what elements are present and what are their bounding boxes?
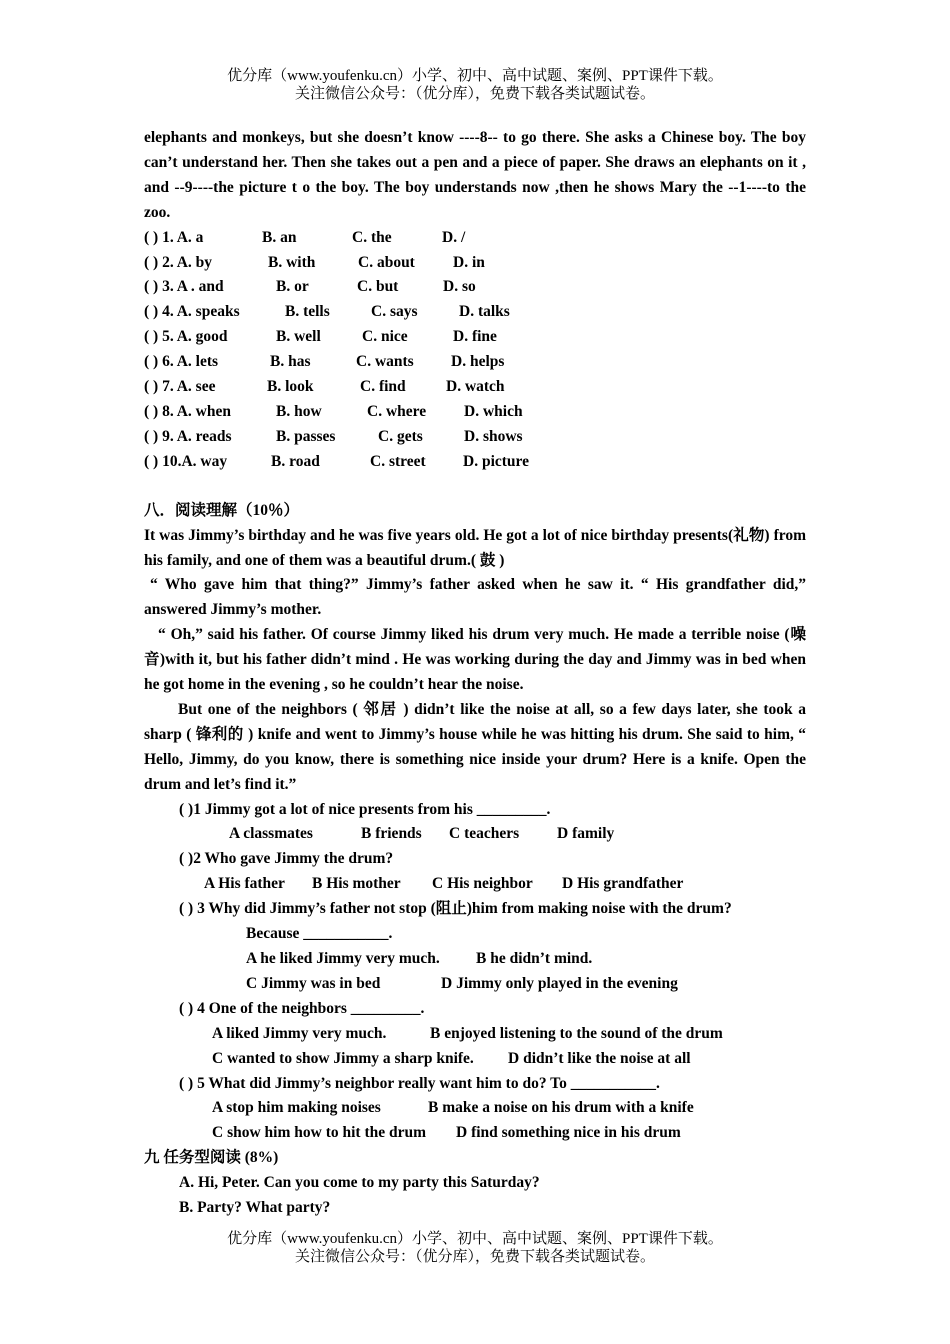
- task-section-title: 九 任务型阅读 (8%): [144, 1149, 279, 1167]
- reading-paragraph-2: “ Who gave him that thing?” Jimmy’s father asked when he saw it. “ His grandfather did,” answered Jimmy’s mother.: [144, 576, 806, 619]
- question-1: ( )1 Jimmy got a lot of nice presents from his _________.: [179, 800, 551, 818]
- option-d: D. watch: [446, 378, 505, 396]
- question-5-options-ab: [144, 1096, 806, 1121]
- option-a: ( ) 9. A. reads: [144, 427, 232, 445]
- dialogue-line-a: A. Hi, Peter. Can you come to my party this Saturday?: [179, 1174, 540, 1192]
- cloze-paragraph: elephants and monkeys, but she doesn’t know ----8-- to go there. She asks a Chinese boy. The boy can’t understand her. Then she takes out a pen and a piece of paper. She draws an elephants on it , and --9----the picture t o the boy. The boy understands now ,then he shows Mary the --1----to the zoo.: [144, 129, 806, 221]
- option-d: D. helps: [451, 353, 505, 371]
- q5-option-c: C show him how to hit the drum: [212, 1124, 427, 1142]
- question-3: ( ) 3 Why did Jimmy’s father not stop (阻止)him from making noise with the drum?: [179, 900, 732, 918]
- option-b: B. tells: [285, 303, 330, 321]
- q4-option-a: A liked Jimmy very much.: [212, 1024, 387, 1042]
- reading-section-title: 八．阅读理解（10％）: [144, 501, 300, 519]
- question-5: ( ) 5 What did Jimmy’s neighbor really want him to do? To ___________.: [179, 1074, 660, 1092]
- option-c: C. street: [370, 452, 426, 470]
- option-d: D. talks: [459, 303, 510, 321]
- q5-option-a: A stop him making noises: [212, 1099, 381, 1117]
- option-a: ( ) 2. A. by: [144, 253, 213, 271]
- option-b: B. look: [267, 378, 314, 396]
- option-c: C. where: [367, 402, 427, 420]
- q5-option-b: B make a noise on his drum with a knife: [428, 1099, 694, 1117]
- question-3-options-ab: [144, 947, 806, 972]
- q2-option-d: D His grandfather: [562, 875, 684, 893]
- question-5-options-cd: [144, 1121, 806, 1146]
- option-a: ( ) 6. A. lets: [144, 353, 219, 371]
- option-c: C. says: [371, 303, 418, 321]
- q4-option-b: B enjoyed listening to the sound of the drum: [430, 1024, 723, 1042]
- q1-option-d: D family: [557, 825, 615, 843]
- q4-option-c: C wanted to show Jimmy a sharp knife.: [212, 1049, 474, 1067]
- option-d: D. /: [442, 228, 466, 246]
- cloze-option-row: [144, 450, 806, 475]
- option-d: D. picture: [463, 452, 530, 470]
- option-d: D. shows: [464, 427, 523, 445]
- cloze-option-row: [144, 425, 806, 450]
- option-d: D. which: [464, 402, 523, 420]
- q2-option-b: B His mother: [312, 875, 401, 893]
- question-1-options: [144, 822, 806, 847]
- q3-option-a: A he liked Jimmy very much.: [246, 950, 440, 967]
- cloze-options: [144, 226, 806, 475]
- question-3-prompt: Because ___________.: [246, 925, 393, 943]
- q5-option-d: D find something nice in his drum: [456, 1124, 681, 1142]
- option-a: ( ) 4. A. speaks: [144, 303, 240, 321]
- option-c: C. wants: [356, 353, 414, 371]
- option-a: ( ) 8. A. when: [144, 402, 231, 420]
- reading-paragraph-3: “ Oh,” said his father. Of course Jimmy liked his drum very much. He made a terrible noise (噪音)with it, but his father didn’t mind . He was working during the day and Jimmy was in bed when he got home in the evening , so he couldn’t hear the noise.: [144, 626, 806, 694]
- option-a: ( ) 5. A. good: [144, 328, 228, 346]
- q2-option-c: C His neighbor: [432, 875, 533, 893]
- cloze-option-row: [144, 251, 806, 276]
- question-4-options-cd: [144, 1047, 806, 1072]
- option-b: B. road: [271, 452, 320, 470]
- option-b: B. has: [270, 353, 311, 371]
- q1-option-a: A classmates: [229, 825, 313, 843]
- header-line-2: 关注微信公众号：（优分库），免费下载各类试题试卷。: [294, 86, 655, 102]
- option-c: C. the: [352, 228, 392, 246]
- option-c: C. but: [357, 278, 399, 296]
- option-c: C. about: [358, 253, 415, 271]
- q3-option-d: D Jimmy only played in the evening: [441, 974, 678, 992]
- question-4: ( ) 4 One of the neighbors _________.: [179, 999, 425, 1017]
- cloze-option-row: [144, 325, 806, 350]
- q1-option-b: B friends: [361, 825, 422, 843]
- option-c: C. nice: [362, 328, 408, 346]
- question-3-options-cd: [144, 972, 806, 997]
- option-b: B. with: [268, 253, 316, 271]
- question-4-options-ab: [144, 1022, 806, 1047]
- option-b: B. passes: [276, 427, 336, 445]
- reading-paragraph-1: It was Jimmy’s birthday and he was five years old. He got a lot of nice birthday presents(礼物) from his family, and one of them was a beautiful drum.( 鼓 ): [144, 526, 806, 569]
- page-content: [144, 126, 806, 1221]
- q2-option-a: A His father: [204, 875, 285, 893]
- option-b: B. or: [276, 278, 309, 296]
- q4-option-d: D didn’t like the noise at all: [508, 1049, 691, 1067]
- question-2-options: [144, 872, 806, 897]
- option-a: ( ) 1. A. a: [144, 228, 204, 246]
- dialogue-line-b: B. Party? What party?: [179, 1199, 331, 1217]
- option-d: D. so: [443, 278, 476, 296]
- question-2: ( )2 Who gave Jimmy the drum?: [179, 850, 394, 868]
- option-d: D. fine: [453, 328, 497, 346]
- option-c: C. gets: [378, 427, 423, 445]
- option-b: B. well: [276, 328, 321, 346]
- option-a: ( ) 10.A. way: [144, 452, 228, 470]
- cloze-option-row: [144, 400, 806, 425]
- cloze-option-row: [144, 226, 806, 251]
- q3-option-c: C Jimmy was in bed: [246, 974, 381, 992]
- page-header: [0, 67, 950, 103]
- option-b: B. how: [276, 402, 322, 420]
- cloze-option-row: [144, 350, 806, 375]
- q3-option-b: B he didn’t mind.: [476, 950, 593, 967]
- footer-line-2: 关注微信公众号：（优分库），免费下载各类试题试卷。: [294, 1249, 655, 1265]
- q1-option-c: C teachers: [449, 825, 520, 843]
- header-line-1: 优分库（www.youfenku.cn）小学、初中、高中试题、案例、PPT课件下载。: [227, 68, 723, 84]
- cloze-option-row: [144, 375, 806, 400]
- option-a: ( ) 3. A . and: [144, 278, 224, 296]
- option-c: C. find: [360, 378, 406, 396]
- option-b: B. an: [262, 228, 297, 246]
- page-footer: [0, 1230, 950, 1266]
- cloze-option-row: [144, 300, 806, 325]
- reading-paragraph-4: But one of the neighbors ( 邻居 ) didn’t like the noise at all, so a few days later, she took a sharp ( 锋利的 ) knife and went to Jimmy’s house while he was hitting his drum. She said to him, “ Hello, Jimmy, do you know, there is something nice inside your drum? Here is a knife. Open the drum and let’s find it.”: [144, 700, 806, 793]
- footer-line-1: 优分库（www.youfenku.cn）小学、初中、高中试题、案例、PPT课件下载。: [227, 1231, 723, 1247]
- option-a: ( ) 7. A. see: [144, 378, 216, 396]
- option-d: D. in: [453, 253, 485, 271]
- cloze-option-row: [144, 275, 806, 300]
